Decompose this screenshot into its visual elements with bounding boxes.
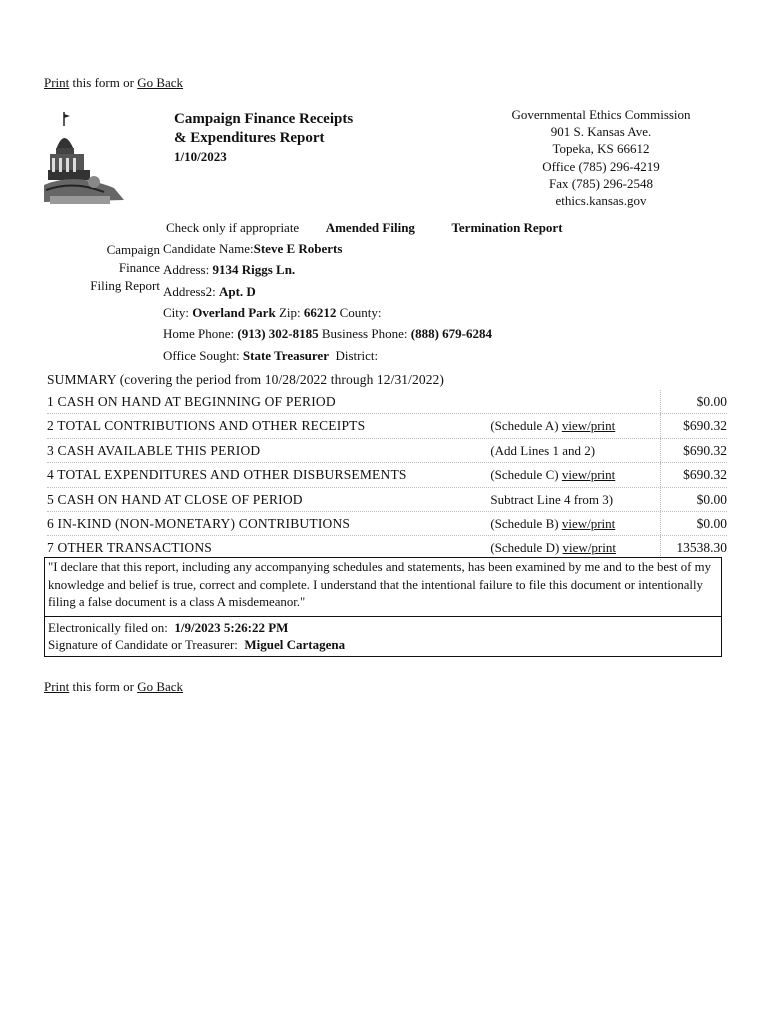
commission-website: ethics.kansas.gov	[555, 193, 647, 209]
summary-row-schedule: (Add Lines 1 and 2)	[490, 442, 596, 458]
report-title-line1: Campaign Finance Receipts	[174, 111, 354, 127]
county-label: County:	[339, 305, 382, 320]
schedule-c-view-print-link[interactable]: view/print	[561, 467, 616, 483]
candidate-name-label: Candidate Name:	[163, 241, 254, 256]
nav-separator-text: this form or	[69, 679, 138, 694]
candidate-address2: Apt. D	[218, 284, 256, 299]
commission-address	[470, 106, 732, 209]
summary-row-amount: $690.32	[660, 414, 727, 437]
declaration-text: "I declare that this report, including any accompanying schedules and statements, has been examined by me and to the best of my knowledge and belief is true, correct and complete. I understand that the intentional failure to file this document or intentionally filing a false document is a class A misdemeanor."	[44, 557, 722, 617]
filed-datetime: 1/9/2023 5:26:22 PM	[174, 620, 289, 635]
candidate-phone-line	[163, 326, 492, 342]
go-back-link[interactable]: Go Back	[137, 75, 184, 90]
summary-row-label: 2 TOTAL CONTRIBUTIONS AND OTHER RECEIPTS	[47, 418, 366, 434]
address-label: Address:	[163, 262, 210, 277]
summary-row-amount: 13538.30	[660, 536, 727, 559]
filing-type-line	[166, 220, 563, 236]
business-phone-label: Business Phone:	[321, 326, 408, 341]
candidate-name: Steve E Roberts	[253, 241, 343, 256]
candidate-city: Overland Park	[192, 305, 276, 320]
summary-row	[47, 414, 727, 438]
candidate-name-line	[163, 241, 342, 257]
candidate-address: 9134 Riggs Ln.	[212, 262, 296, 277]
city-label: City:	[163, 305, 190, 320]
business-phone: (888) 679-6284	[410, 326, 492, 341]
signature-name: Miguel Cartagena	[244, 637, 346, 652]
commission-name: Governmental Ethics Commission	[511, 107, 691, 122]
commission-fax: Fax (785) 296-2548	[549, 175, 653, 191]
summary-row-amount: $0.00	[660, 390, 727, 413]
kansas-capitol-seal-icon	[44, 110, 124, 210]
summary-row	[47, 463, 727, 487]
side-label-campaign: Campaign	[106, 242, 160, 257]
commission-address1: 901 S. Kansas Ave.	[550, 124, 652, 140]
go-back-link[interactable]: Go Back	[137, 679, 184, 694]
summary-row-label: 7 OTHER TRANSACTIONS	[47, 540, 213, 556]
candidate-address2-line	[163, 284, 256, 300]
filed-on-label: Electronically filed on:	[48, 620, 168, 635]
filed-on-line	[48, 619, 718, 636]
summary-row-schedule: (Schedule B) view/print	[490, 515, 616, 531]
schedule-d-view-print-link[interactable]: view/print	[562, 540, 616, 556]
zip-label: Zip:	[278, 305, 301, 320]
summary-row-schedule	[486, 390, 660, 413]
print-link[interactable]: Print	[44, 75, 70, 90]
schedule-b-view-print-link[interactable]: view/print	[561, 515, 616, 531]
signature-line	[48, 636, 718, 653]
top-nav	[44, 75, 183, 91]
home-phone: (913) 302-8185	[237, 326, 319, 341]
report-title-line2: & Expenditures Report	[174, 130, 325, 146]
candidate-zip: 66212	[303, 305, 337, 320]
summary-row-label: 3 CASH AVAILABLE THIS PERIOD	[47, 442, 261, 458]
summary-row-schedule: (Schedule C) view/print	[490, 467, 616, 483]
candidate-address-line	[163, 262, 295, 278]
candidate-city-line	[163, 305, 382, 321]
schedule-a-view-print-link[interactable]: view/print	[561, 418, 616, 434]
summary-row-schedule: (Schedule D) view/print	[490, 540, 616, 556]
office-sought-label: Office Sought:	[163, 348, 240, 363]
summary-row-label: 4 TOTAL EXPENDITURES AND OTHER DISBURSEMENTS	[47, 467, 407, 483]
district-label: District:	[335, 348, 379, 363]
print-link[interactable]: Print	[44, 679, 70, 694]
commission-address2: Topeka, KS 66612	[552, 141, 650, 157]
report-date: 1/10/2023	[174, 149, 227, 164]
commission-office-phone: Office (785) 296-4219	[542, 158, 660, 174]
address2-label: Address2:	[163, 284, 216, 299]
side-label-finance: Finance	[118, 260, 160, 275]
summary-row-label: 6 IN-KIND (NON-MONETARY) CONTRIBUTIONS	[47, 515, 351, 531]
home-phone-label: Home Phone:	[163, 326, 235, 341]
summary-table	[47, 370, 727, 560]
report-title	[174, 110, 353, 148]
summary-row	[47, 390, 727, 414]
summary-row-schedule: (Schedule A) view/print	[490, 418, 616, 434]
candidate-office-line	[163, 348, 378, 364]
filing-report-label	[90, 241, 160, 295]
amended-filing-option: Amended Filing	[325, 220, 415, 235]
summary-row-schedule: Subtract Line 4 from 3)	[490, 491, 614, 507]
office-sought: State Treasurer	[242, 348, 329, 363]
summary-heading: SUMMARY (covering the period from 10/28/2022 through 12/31/2022)	[47, 372, 444, 387]
summary-row-amount: $690.32	[660, 439, 727, 462]
side-label-filing-report: Filing Report	[90, 278, 160, 293]
summary-row	[47, 488, 727, 512]
bottom-nav	[44, 679, 183, 695]
nav-separator-text: this form or	[69, 75, 138, 90]
signature-label: Signature of Candidate or Treasurer:	[48, 637, 238, 652]
check-label: Check only if appropriate	[166, 220, 300, 235]
summary-row-amount: $0.00	[660, 512, 727, 535]
summary-row-amount: $690.32	[660, 463, 727, 486]
filing-signature-box	[44, 617, 722, 657]
summary-row	[47, 512, 727, 536]
summary-row-label: 5 CASH ON HAND AT CLOSE OF PERIOD	[47, 491, 303, 507]
summary-row-amount: $0.00	[660, 488, 727, 511]
termination-report-option: Termination Report	[451, 220, 563, 235]
summary-row	[47, 439, 727, 463]
summary-row-label: 1 CASH ON HAND AT BEGINNING OF PERIOD	[47, 394, 336, 409]
